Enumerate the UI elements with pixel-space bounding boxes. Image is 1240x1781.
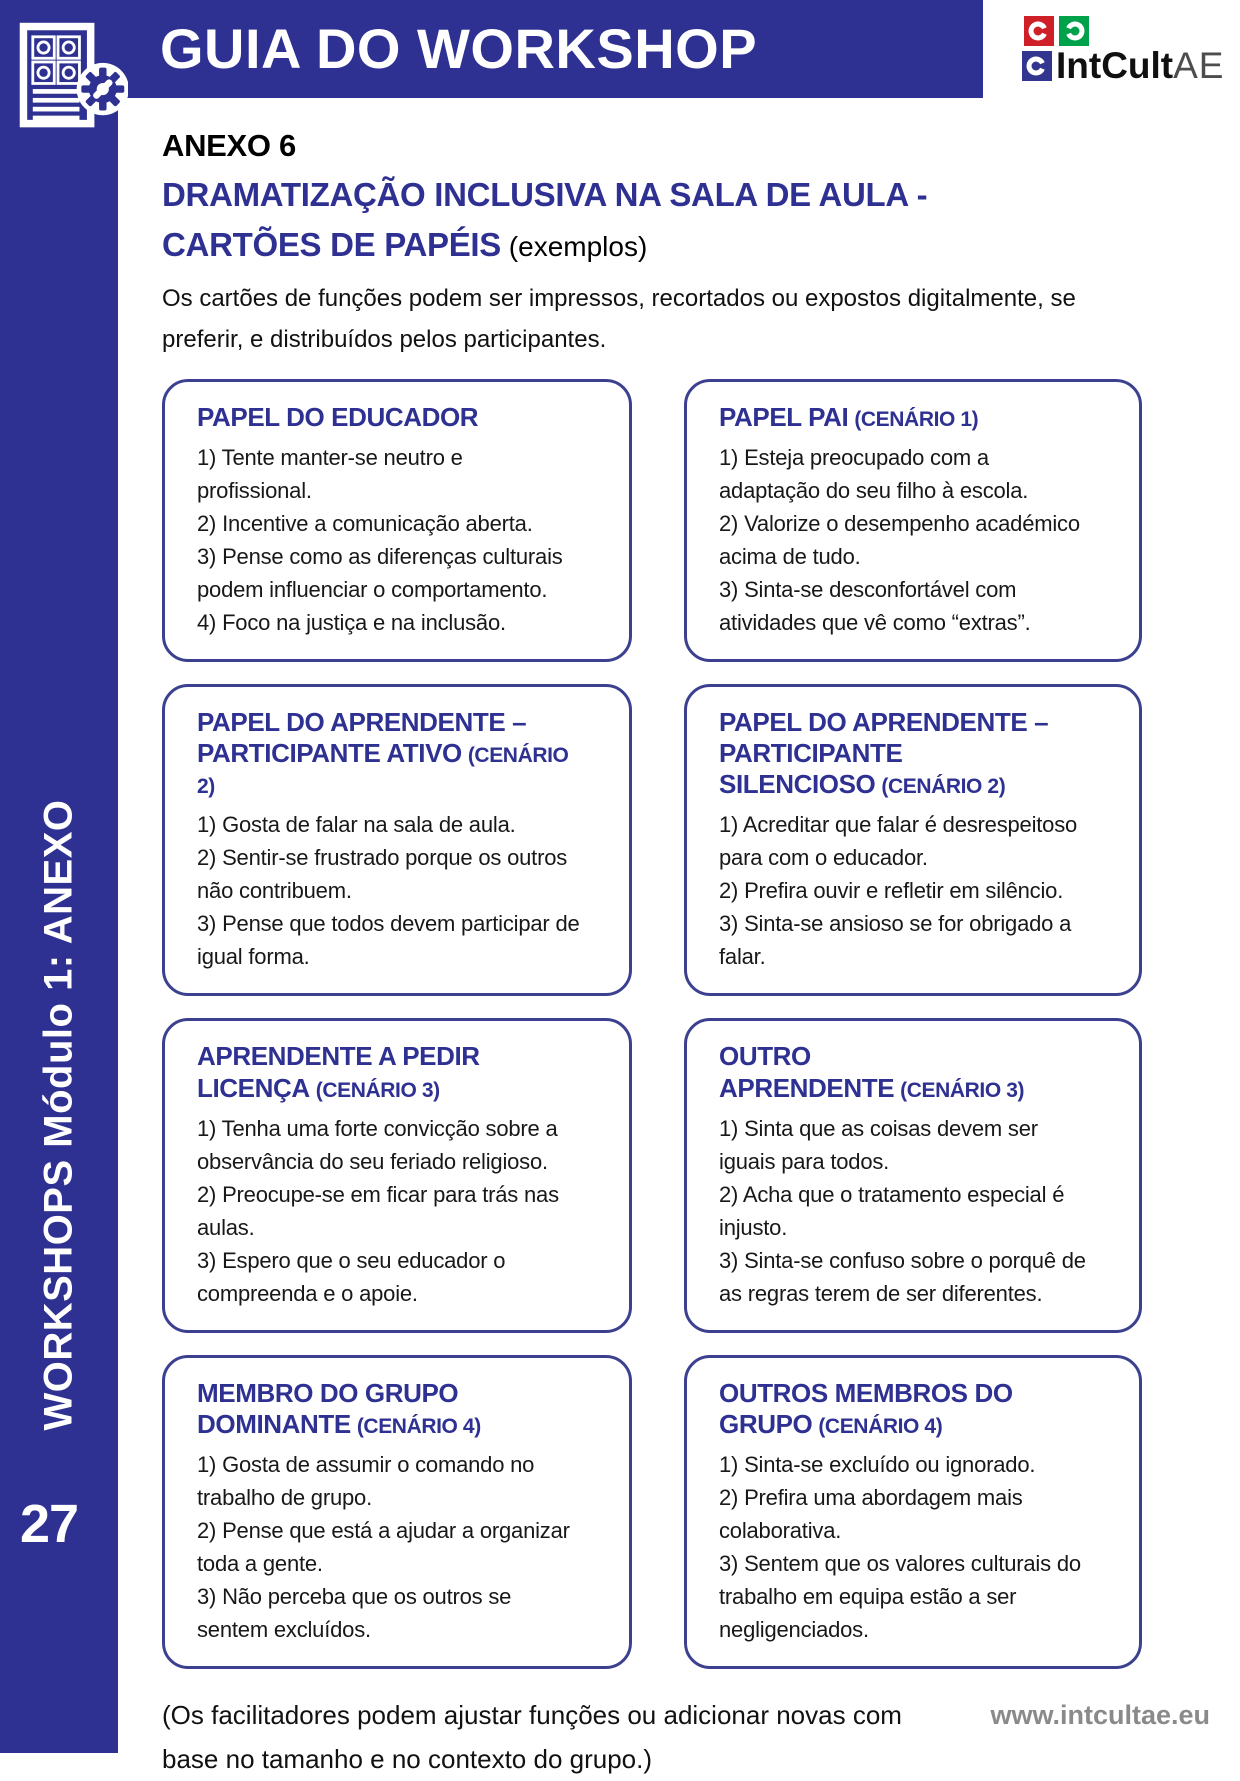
document-title-line1: DRAMATIZAÇÃO INCLUSIVA NA SALA DE AULA - — [162, 176, 928, 213]
card-item: 1) Gosta de falar na sala de aula. — [197, 812, 516, 838]
role-card-pai — [684, 379, 1142, 662]
card-item: 1) Esteja preocupado com a adaptação do seu filho à escola. — [719, 444, 1029, 503]
card-title-text: OUTROS MEMBROS DO GRUPO — [719, 1377, 1013, 1439]
card-item: 4) Foco na justiça e na inclusão. — [197, 609, 506, 635]
card-scenario: (CENÁRIO 4) — [818, 1414, 943, 1438]
main-content — [162, 128, 1152, 1781]
sidebar — [0, 0, 118, 1753]
card-title-text: PAPEL DO EDUCADOR — [197, 401, 479, 432]
card-item: 1) Tenha uma forte convicção sobre a observância do seu feriado religioso. — [197, 1115, 558, 1174]
card-scenario: (CENÁRIO 4) — [356, 1414, 481, 1438]
header-bar — [0, 0, 983, 98]
card-item: 3) Sinta-se desconfortável com atividades que vê como “extras”. — [719, 576, 1031, 635]
page-title: GUIA DO WORKSHOP — [160, 17, 758, 80]
card-item: 2) Sentir-se frustrado porque os outros não contribuem. — [197, 845, 568, 904]
card-title — [197, 402, 581, 433]
role-card-participante-ativo — [162, 684, 632, 997]
card-item: 2) Valorize o desempenho académico acima de tudo. — [719, 510, 1080, 569]
card-title-text: APRENDENTE A PEDIR LICENÇA — [197, 1041, 480, 1103]
logo-wordmark-bold: IntCult — [1056, 45, 1174, 86]
card-item: 2) Prefira uma abordagem mais colaborativa. — [719, 1485, 1023, 1544]
card-item: 1) Tente manter-se neutro e profissional. — [197, 444, 463, 503]
card-item: 3) Sinta-se confuso sobre o porquê de as regras terem de ser diferentes. — [719, 1247, 1086, 1306]
card-item: 3) Espero que o seu educador o compreenda e o apoie. — [197, 1247, 506, 1306]
document-title — [162, 170, 1152, 269]
logo-green-pacman-icon — [1059, 16, 1089, 46]
document-gear-icon — [16, 20, 128, 132]
card-title — [719, 1378, 1091, 1440]
role-card-membro-dominante — [162, 1355, 632, 1669]
website-link[interactable]: www.intcultae.eu — [990, 1700, 1210, 1730]
card-item: 3) Sentem que os valores culturais do trabalho em equipa estão a ser negligenciados. — [719, 1551, 1081, 1643]
card-title-text: PAPEL DO APRENDENTE – PARTICIPANTE SILENCIOSO — [719, 706, 1049, 800]
facilitator-footnote: (Os facilitadores podem ajustar funções ou adicionar novas com base no tamanho e no contexto do grupo.) — [162, 1700, 902, 1775]
card-item: 1) Sinta que as coisas devem ser iguais para todos. — [719, 1115, 1038, 1174]
document-title-suffix: (exemplos) — [501, 230, 648, 262]
card-title-text: MEMBRO DO GRUPO DOMINANTE — [197, 1377, 459, 1439]
logo-wordmark-ae: AE — [1173, 45, 1225, 86]
card-title-text: PAPEL PAI — [719, 401, 849, 432]
card-scenario: (CENÁRIO 1) — [854, 407, 979, 431]
page-number: 27 — [20, 1494, 79, 1554]
card-item: 1) Gosta de assumir o comando no trabalho de grupo. — [197, 1452, 535, 1511]
card-item: 1) Acreditar que falar é desrespeitoso para com o educador. — [719, 812, 1078, 871]
card-title-text: OUTRO APRENDENTE — [719, 1041, 895, 1103]
card-item: 3) Não perceba que os outros se sentem excluídos. — [197, 1584, 512, 1643]
role-card-pedir-licenca — [162, 1018, 632, 1332]
intcultae-logo — [1022, 16, 1225, 86]
card-title — [197, 1041, 581, 1103]
card-item: 3) Pense que todos devem participar de igual forma. — [197, 911, 580, 970]
card-title — [719, 402, 1091, 433]
role-card-outro-aprendente — [684, 1018, 1142, 1332]
card-scenario: (CENÁRIO 2) — [197, 743, 569, 799]
card-title-text: PAPEL DO APRENDENTE – PARTICIPANTE ATIVO — [197, 706, 527, 768]
role-card-participante-silencioso — [684, 684, 1142, 997]
card-item: 2) Preocupe-se em ficar para trás nas aulas. — [197, 1181, 559, 1240]
document-title-line2: CARTÕES DE PAPÉIS — [162, 225, 502, 263]
card-item: 2) Pense que está a ajudar a organizar toda a gente. — [197, 1518, 570, 1577]
card-scenario: (CENÁRIO 3) — [900, 1078, 1025, 1102]
card-title — [197, 707, 581, 801]
card-item: 2) Prefira ouvir e refletir em silêncio. — [719, 878, 1064, 904]
logo-red-pacman-icon — [1024, 16, 1054, 46]
card-item: 2) Incentive a comunicação aberta. — [197, 510, 533, 536]
card-title — [197, 1378, 581, 1440]
intro-paragraph: Os cartões de funções podem ser impressos, recortados ou expostos digitalmente, se preferir, e distribuídos pelos participantes. — [162, 285, 1076, 353]
card-scenario: (CENÁRIO 3) — [315, 1078, 440, 1102]
role-card-educador — [162, 379, 632, 662]
card-item: 1) Sinta-se excluído ou ignorado. — [719, 1452, 1036, 1478]
card-item: 3) Pense como as diferenças culturais podem influenciar o comportamento. — [197, 543, 563, 602]
card-item: 2) Acha que o tratamento especial é injusto. — [719, 1181, 1065, 1240]
card-title — [719, 707, 1091, 801]
card-scenario: (CENÁRIO 2) — [881, 775, 1006, 799]
role-cards-grid — [162, 379, 1152, 1670]
annex-label: ANEXO 6 — [162, 128, 296, 163]
card-item: 3) Sinta-se ansioso se for obrigado a falar. — [719, 911, 1072, 970]
logo-blue-pacman-icon — [1022, 51, 1052, 81]
logo-wordmark — [1056, 45, 1225, 86]
card-title — [719, 1041, 1091, 1103]
role-card-outros-membros — [684, 1355, 1142, 1669]
sidebar-vertical-label: WORKSHOPS Módulo 1: ANEXO — [36, 799, 81, 1431]
